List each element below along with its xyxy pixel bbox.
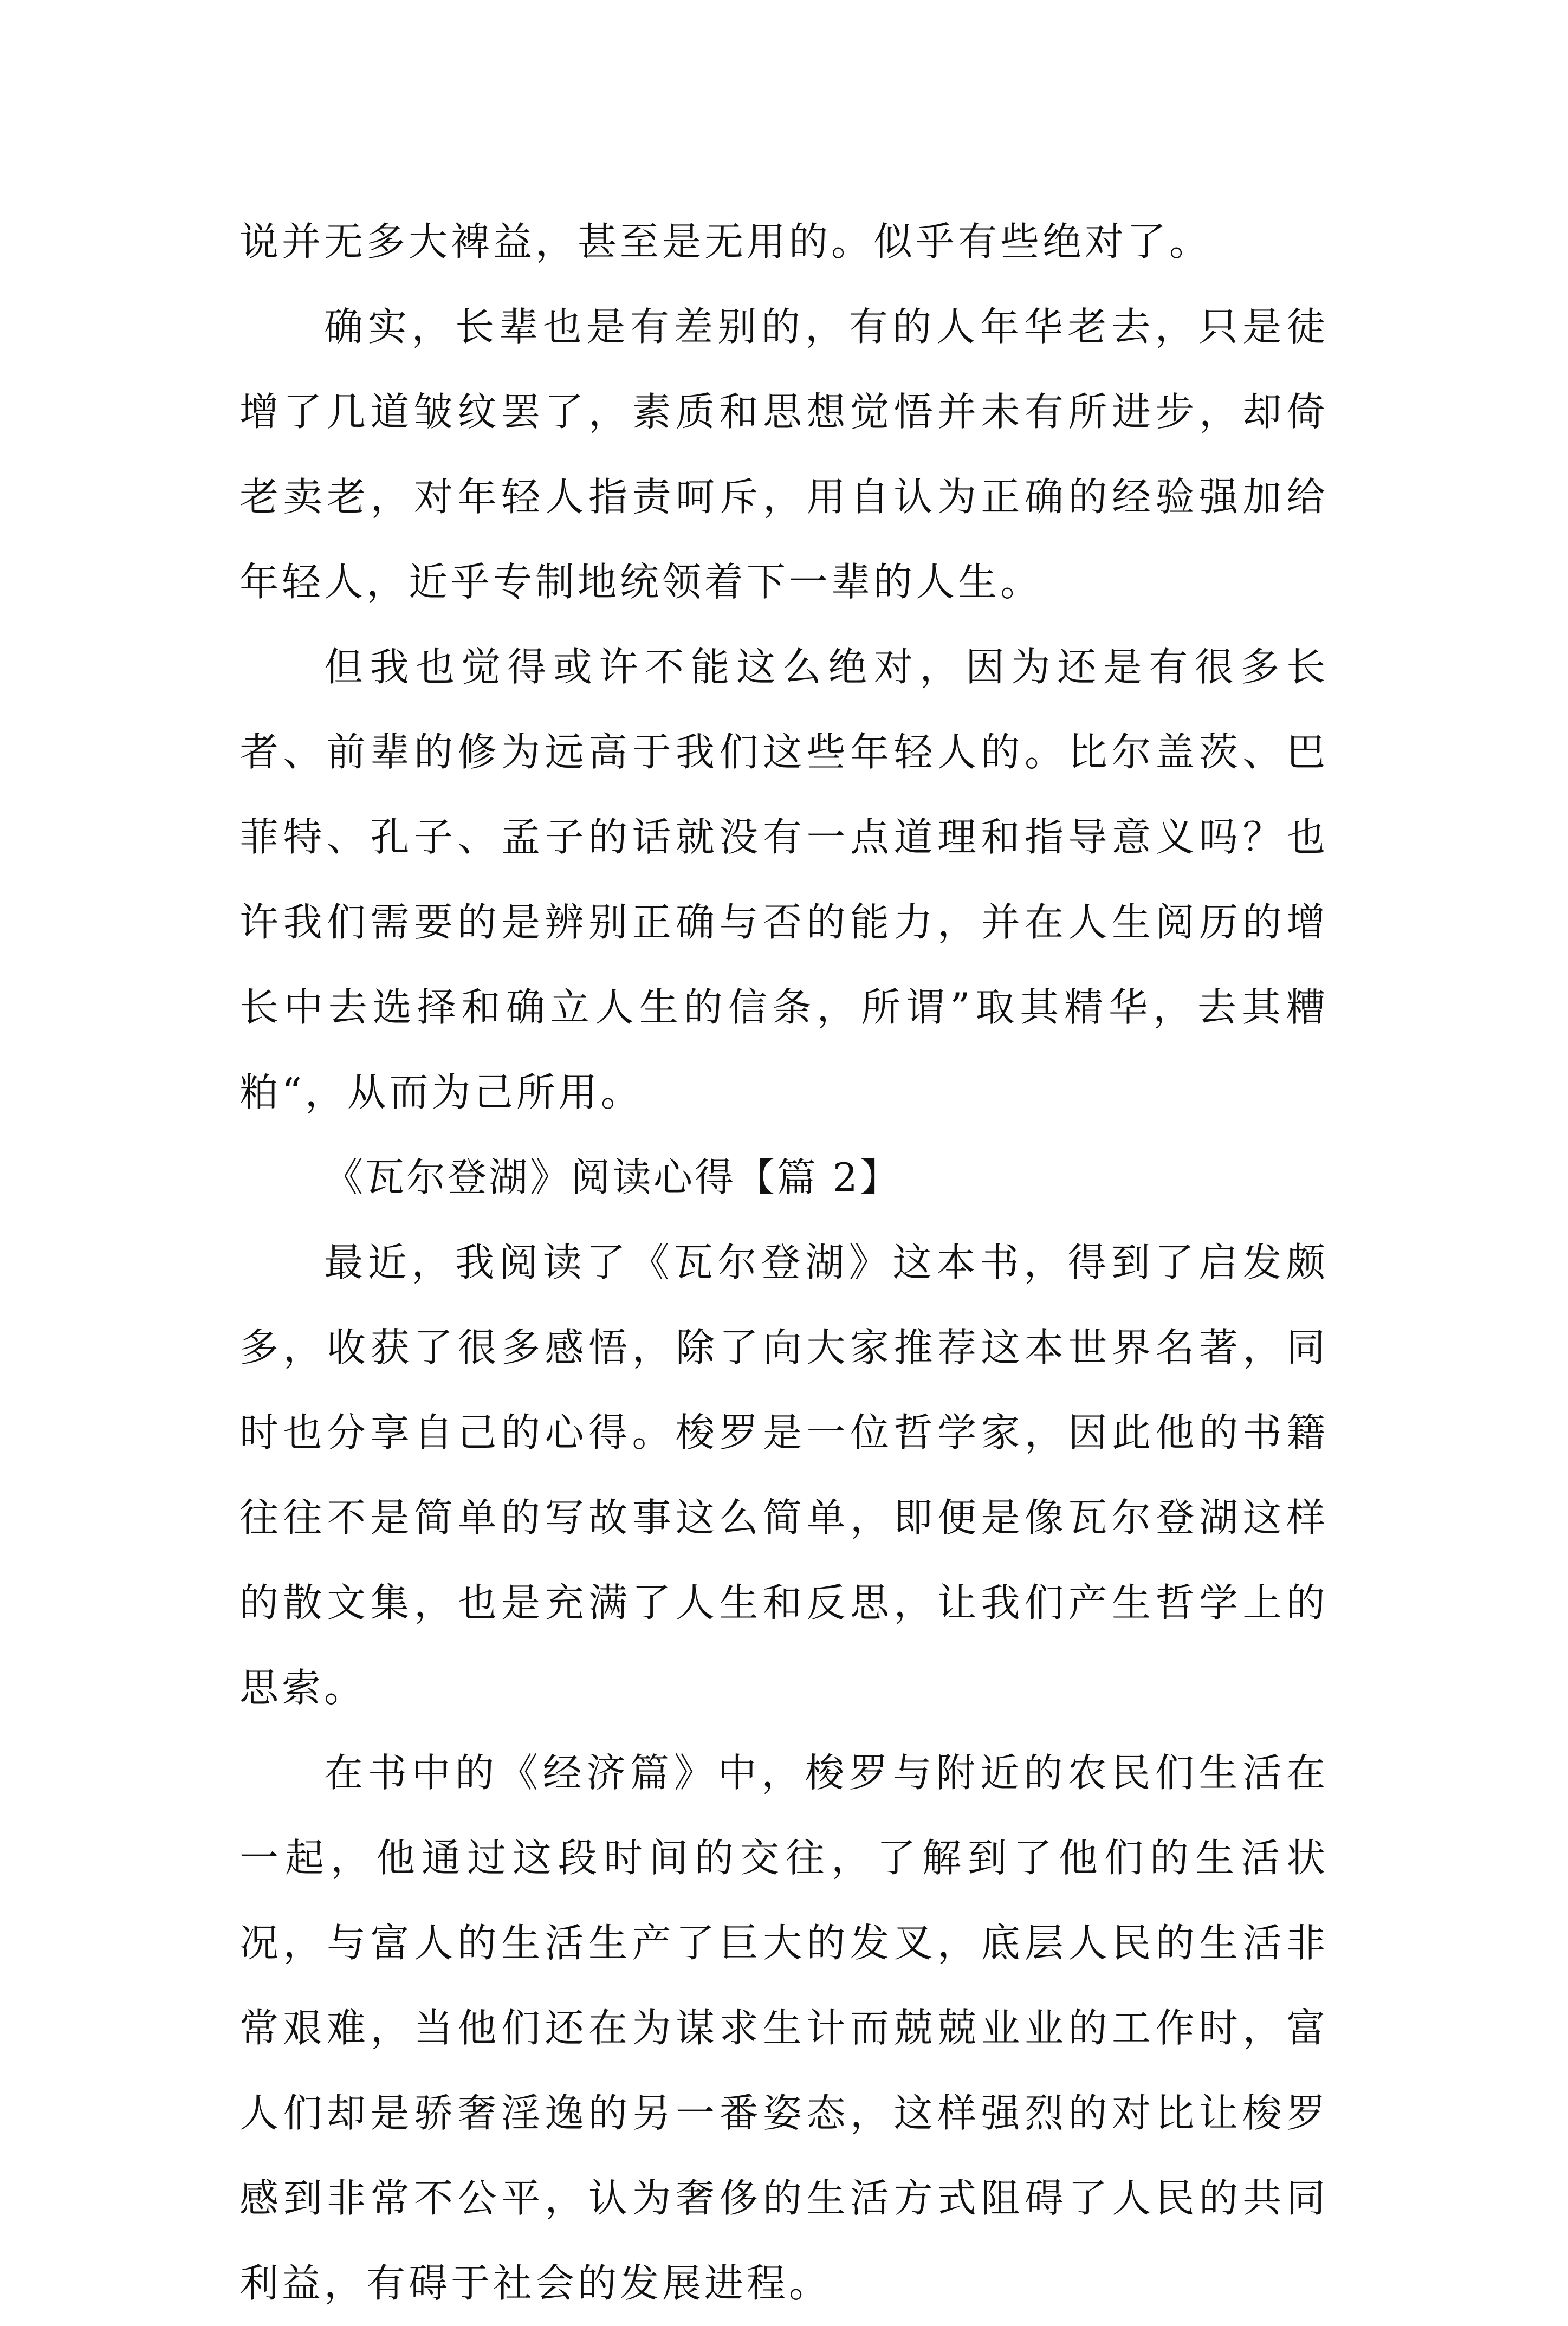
paragraph-elders-differ: 确实，长辈也是有差别的，有的人年华老去，只是徒增了几道皱纹罢了，素质和思想觉悟并未有所进步，却倚老卖老，对年轻人指责呵斥，用自认为正确的经验强加给年轻人，近乎专制地统领着下一辈的人生。: [239, 304, 1329, 605]
document-body: [239, 199, 1329, 2326]
paragraph-not-absolute: 但我也觉得或许不能这么绝对，因为还是有很多长者、前辈的修为远高于我们这些年轻人的。比尔盖茨、巴菲特、孔子、孟子的话就没有一点道理和指导意义吗？也许我们需要的是辨别正确与否的能力，并在人生阅历的增长中去选择和确立人生的信条，所谓”取其精华，去其糟粕“，从而为己所用。: [239, 644, 1329, 1115]
paragraph-continuation: 说并无多大裨益，甚至是无用的。似乎有些绝对了。: [239, 219, 1212, 264]
paragraph-reading-walden: 最近，我阅读了《瓦尔登湖》这本书，得到了启发颇多，收获了很多感悟，除了向大家推荐这本世界名著，同时也分享自己的心得。梭罗是一位哲学家，因此他的书籍往往不是简单的写故事这么简单，即便是像瓦尔登湖这样的散文集，也是充满了人生和反思，让我们产生哲学上的思索。: [239, 1240, 1329, 1711]
paragraph-economy-chapter: 在书中的《经济篇》中，梭罗与附近的农民们生活在一起，他通过这段时间的交往，了解到了他们的生活状况，与富人的生活生产了巨大的发叉，底层人民的生活非常艰难，当他们还在为谋求生计而兢兢业业的工作时，富人们却是骄奢淫逸的另一番姿态，这样强烈的对比让梭罗感到非常不公平，认为奢侈的生活方式阻碍了人民的共同利益，有碍于社会的发展进程。: [239, 1750, 1329, 2306]
section-heading: 《瓦尔登湖》阅读心得【篇 2】: [324, 1155, 901, 1200]
